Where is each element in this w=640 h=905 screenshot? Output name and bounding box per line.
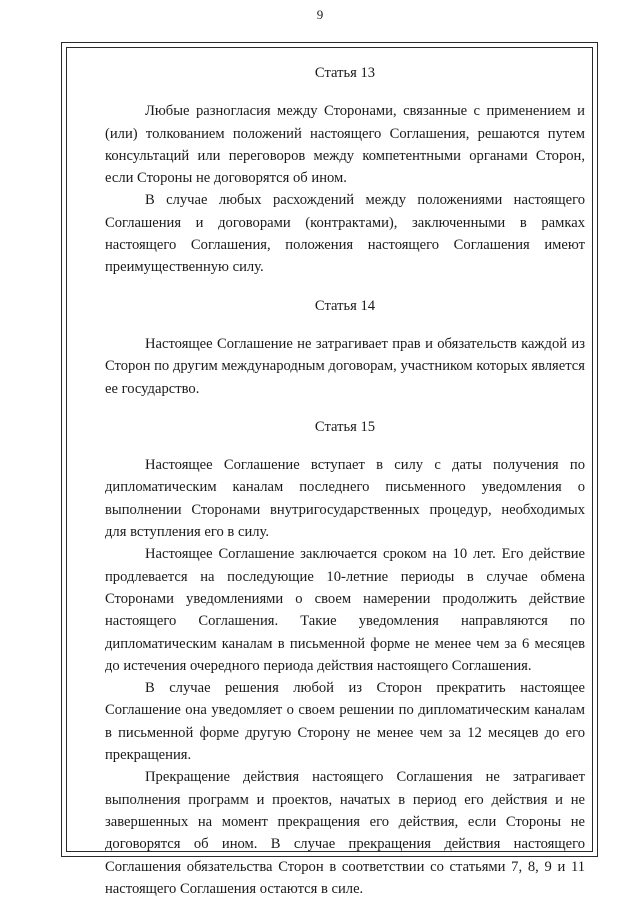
- article-15-paragraph-4: Прекращение действия настоящего Соглашения не затрагивает выполнения программ и проектов, начатых в период его действия и не завершенных на момент прекращения его действия, если Стороны не договорятся об ином. В случае прекращения действия настоящего Соглашения обязательства Сторон в соответствии со статьями 7, 8, 9 и 11 настоящего Соглашения остаются в силе.: [105, 769, 585, 897]
- article-15-heading: Статья 15: [314, 418, 376, 435]
- article-14-heading: Статья 14: [314, 297, 376, 314]
- article-14-paragraph-1: Настоящее Соглашение не затрагивает прав и обязательств каждой из Сторон по другим международным договорам, участником которых является ее государство.: [105, 335, 585, 397]
- article-15-paragraph-2: Настоящее Соглашение заключается сроком на 10 лет. Его действие продлевается на последующие 10-летние периоды в случае обмена Сторонами уведомлениями о своем намерении продолжить действие настоящего Соглашения. Такие уведомления направляются по дипломатическим каналам в письменной форме не менее чем за 6 месяцев до истечения очередного периода действия настоящего Соглашения.: [105, 546, 585, 674]
- article-15-paragraph-3: В случае решения любой из Сторон прекратить настоящее Соглашение она уведомляет о своем решении по дипломатическим каналам в письменной форме другую Сторону не менее чем за 12 месяцев до его прекращения.: [105, 680, 585, 764]
- article-15-paragraph-1: Настоящее Соглашение вступает в силу с даты получения по дипломатическим каналам последнего письменного уведомления о выполнении Сторонами внутригосударственных процедур, необходимых для вступления его в силу.: [105, 457, 585, 541]
- document-body: [105, 62, 585, 900]
- article-13-paragraph-1: Любые разногласия между Сторонами, связанные с применением и (или) толкованием положений настоящего Соглашения, решаются путем консультаций или переговоров между компетентными органами Сторон, если Стороны не договорятся об ином.: [105, 103, 585, 187]
- article-13: [105, 62, 585, 279]
- article-13-heading: Статья 13: [314, 65, 376, 81]
- article-14: [105, 295, 585, 400]
- page-number: 9: [316, 7, 324, 22]
- article-13-paragraph-2: В случае любых расхождений между положениями настоящего Соглашения и договорами (контрактами), заключенными в рамках настоящего Соглашения, положения настоящего Соглашения имеют преимущественную силу.: [105, 192, 585, 276]
- article-15: [105, 416, 585, 900]
